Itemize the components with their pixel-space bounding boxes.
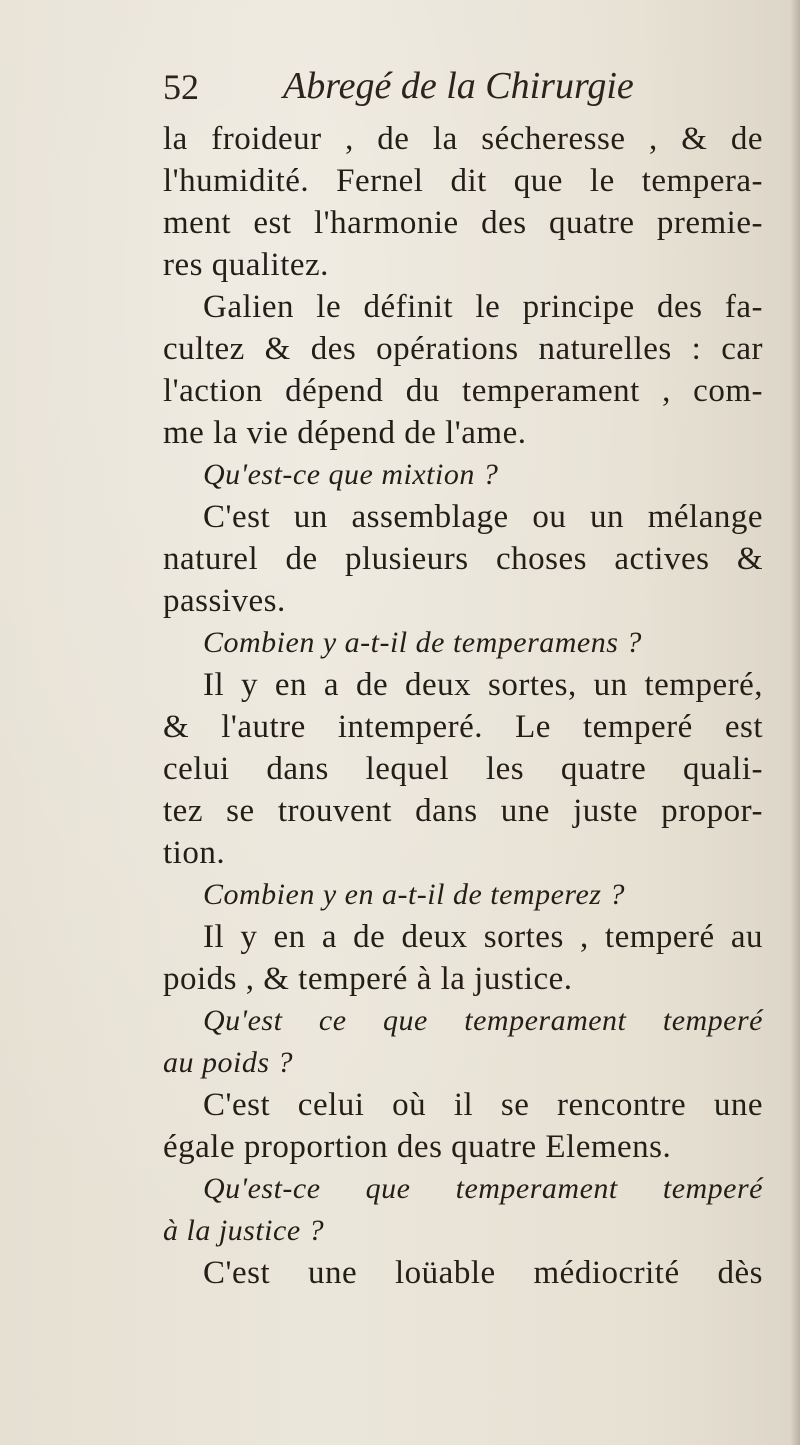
text-line: C'est un assemblage ou un mélange [203, 499, 763, 535]
body-text [163, 118, 763, 1294]
question-line: au poids ? [163, 1046, 294, 1079]
text-line: l'action dépend du temperament , com- [163, 373, 763, 409]
question-line: Qu'est-ce que temperament temperé [203, 1172, 763, 1205]
text-line: & l'autre intemperé. Le temperé est [163, 709, 763, 745]
text-line: ment est l'harmonie des quatre premie- [163, 205, 763, 241]
question-line: Qu'est ce que temperament temperé [203, 1004, 763, 1037]
question-line: à la justice ? [163, 1214, 325, 1247]
text-line: tez se trouvent dans une juste propor- [163, 793, 763, 829]
text-line: poids , & temperé à la justice. [163, 961, 573, 997]
text-line: Galien le définit le principe des fa- [203, 289, 763, 325]
text-line: passives. [163, 583, 286, 619]
running-title: Abregé de la Chirurgie [283, 65, 634, 107]
text-line: Il y en a de deux sortes, un temperé, [203, 667, 763, 703]
text-line: C'est celui où il se rencontre une [203, 1087, 763, 1123]
text-line: naturel de plusieurs choses actives & [163, 541, 763, 577]
question-line: Qu'est-ce que mixtion ? [203, 458, 499, 491]
text-line: égale proportion des quatre Elemens. [163, 1129, 672, 1165]
question-line: Combien y a-t-il de temperamens ? [203, 626, 642, 659]
text-line: me la vie dépend de l'ame. [163, 415, 527, 451]
question-line: Combien y en a-t-il de temperez ? [203, 878, 625, 911]
text-line: cultez & des opérations naturelles : car [163, 331, 763, 367]
page-number: 52 [163, 67, 199, 107]
text-line: l'humidité. Fernel dit que le tempera- [163, 163, 763, 199]
text-line: celui dans lequel les quatre quali- [163, 751, 763, 787]
text-line: C'est une loüable médiocrité dès [203, 1255, 763, 1291]
text-line: Il y en a de deux sortes , temperé au [203, 919, 763, 955]
text-line: la froideur , de la sécheresse , & de [163, 121, 763, 157]
text-line: res qualitez. [163, 247, 329, 283]
page-header [163, 64, 683, 114]
text-line: tion. [163, 835, 226, 871]
